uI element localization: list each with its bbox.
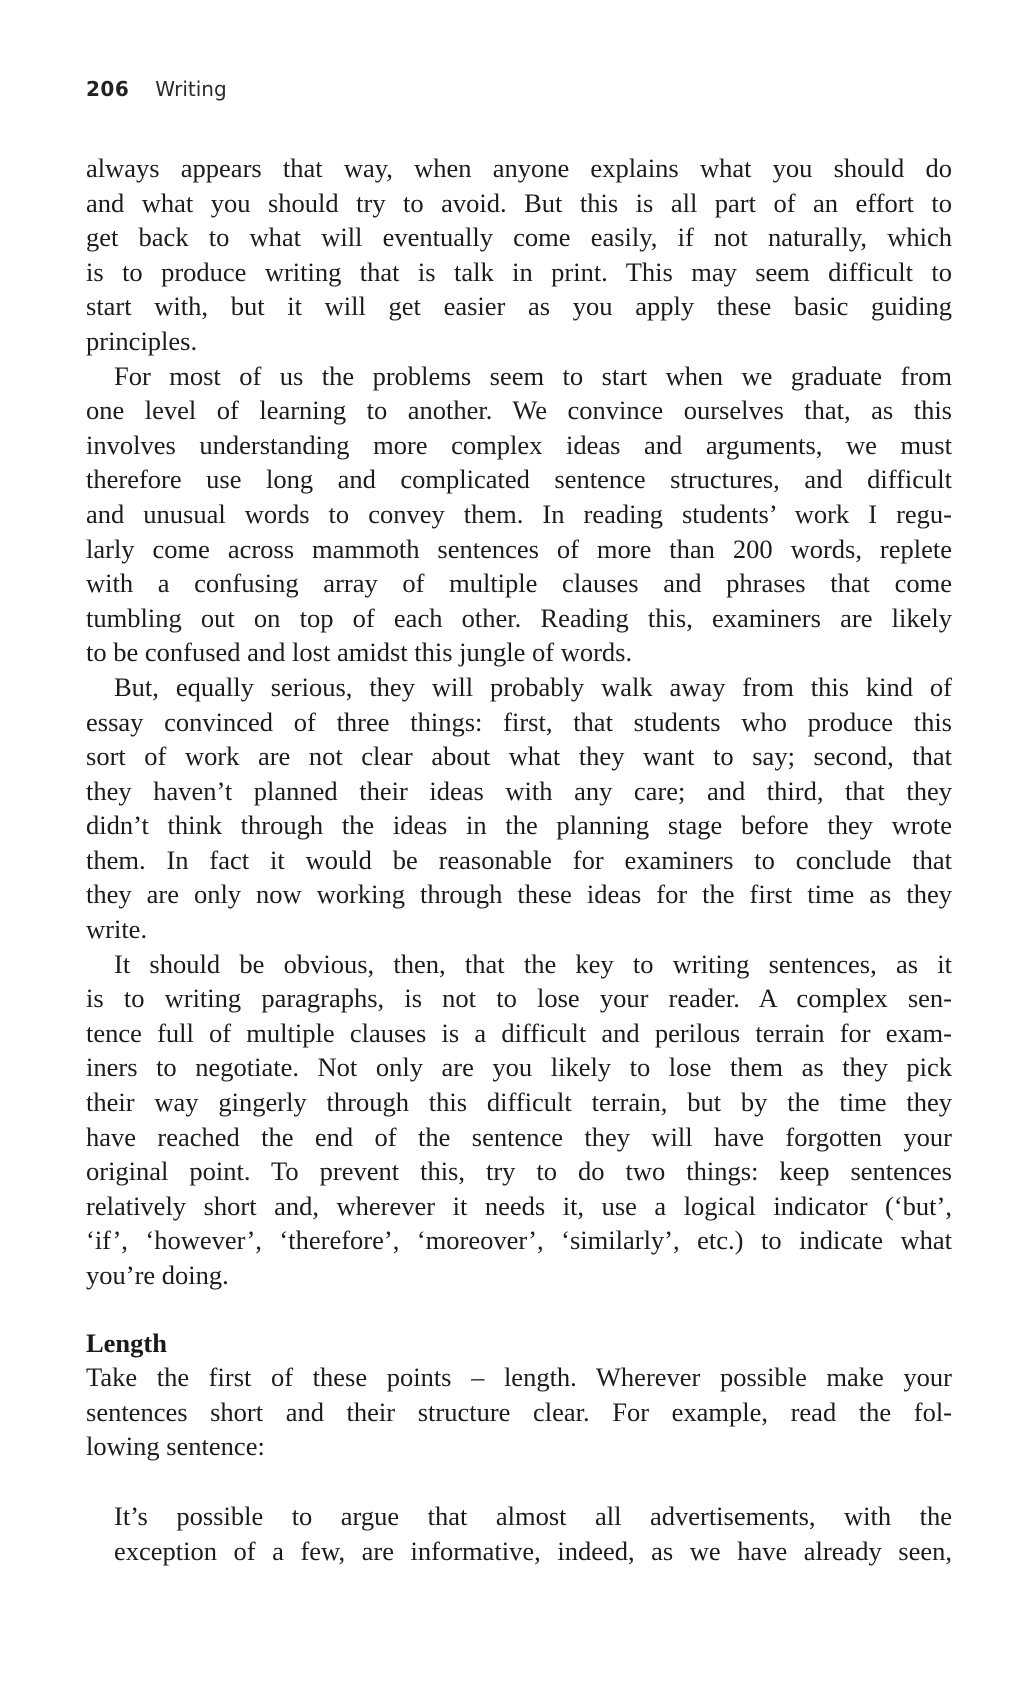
text-line: have reached the end of the sentence they will have forgotten your — [86, 1121, 952, 1152]
section-heading: Length — [86, 1328, 167, 1358]
text-line: larly come across mammoth sentences of more than 200 words, replete — [86, 533, 952, 564]
example-quote — [114, 1499, 952, 1568]
text-line: tence full of multiple clauses is a difficult and perilous terrain for exam- — [86, 1017, 952, 1048]
paragraph-4 — [86, 947, 952, 1293]
text-line: It’s possible to argue that almost all advertisements, with the — [114, 1501, 952, 1531]
text-line: they haven’t planned their ideas with any care; and third, that they — [86, 775, 952, 806]
paragraph-3 — [86, 670, 952, 947]
text-line: is to writing paragraphs, is not to lose your reader. A complex sen- — [86, 983, 952, 1014]
paragraph-2 — [86, 359, 952, 670]
text-line: therefore use long and complicated sentence structures, and difficult — [86, 464, 952, 495]
text-line: tumbling out on top of each other. Reading this, examiners are likely — [86, 602, 952, 633]
body-text — [86, 151, 952, 1293]
text-line: But, equally serious, they will probably walk away from this kind of — [114, 671, 952, 702]
text-line: and what you should try to avoid. But this is all part of an effort to — [86, 187, 952, 218]
text-line: It should be obvious, then, that the key to writing sentences, as it — [114, 948, 952, 979]
text-line: with a confusing array of multiple clauses and phrases that come — [86, 568, 952, 599]
running-head-section: Writing — [155, 77, 227, 101]
text-line: their way gingerly through this difficult terrain, but by the time they — [86, 1087, 952, 1118]
text-line: essay convinced of three things: first, that students who produce this — [86, 706, 952, 737]
text-line: to be confused and lost amidst this jungle of words. — [86, 637, 633, 668]
page-number: 206 — [86, 77, 130, 101]
text-line: involves understanding more complex ideas and arguments, we must — [86, 429, 952, 460]
paragraph-1 — [86, 151, 952, 359]
text-line: Take the first of these points – length. Wherever possible make your — [86, 1362, 952, 1392]
text-line: iners to negotiate. Not only are you likely to lose them as they pick — [86, 1052, 952, 1083]
text-line: start with, but it will get easier as you apply these basic guiding — [86, 291, 952, 322]
text-line: For most of us the problems seem to start when we graduate from — [114, 360, 952, 391]
text-line: principles. — [86, 325, 198, 356]
text-line: ‘if’, ‘however’, ‘therefore’, ‘moreover’, ‘similarly’, etc.) to indicate what — [86, 1225, 952, 1256]
text-line: them. In fact it would be reasonable for examiners to conclude that — [86, 844, 952, 875]
text-line: exception of a few, are informative, indeed, as we have already seen, — [114, 1535, 952, 1566]
text-line: is to produce writing that is talk in print. This may seem difficult to — [86, 256, 952, 287]
section-paragraph — [86, 1360, 952, 1464]
text-line: write. — [86, 914, 148, 945]
text-line: always appears that way, when anyone explains what you should do — [86, 153, 952, 183]
text-line: original point. To prevent this, try to do two things: keep sentences — [86, 1156, 952, 1187]
text-line: sort of work are not clear about what they want to say; second, that — [86, 741, 952, 772]
text-line: get back to what will eventually come easily, if not naturally, which — [86, 222, 952, 253]
text-line: they are only now working through these ideas for the first time as they — [86, 879, 952, 910]
text-line: one level of learning to another. We convince ourselves that, as this — [86, 395, 952, 426]
text-line: lowing sentence: — [86, 1431, 265, 1462]
text-line: and unusual words to convey them. In reading students’ work I regu- — [86, 498, 952, 529]
text-line: relatively short and, wherever it needs it, use a logical indicator (‘but’, — [86, 1190, 952, 1221]
running-head — [86, 76, 227, 102]
text-line: you’re doing. — [86, 1260, 229, 1290]
text-line: sentences short and their structure clear. For example, read the fol- — [86, 1396, 952, 1427]
text-line: didn’t think through the ideas in the planning stage before they wrote — [86, 810, 952, 841]
